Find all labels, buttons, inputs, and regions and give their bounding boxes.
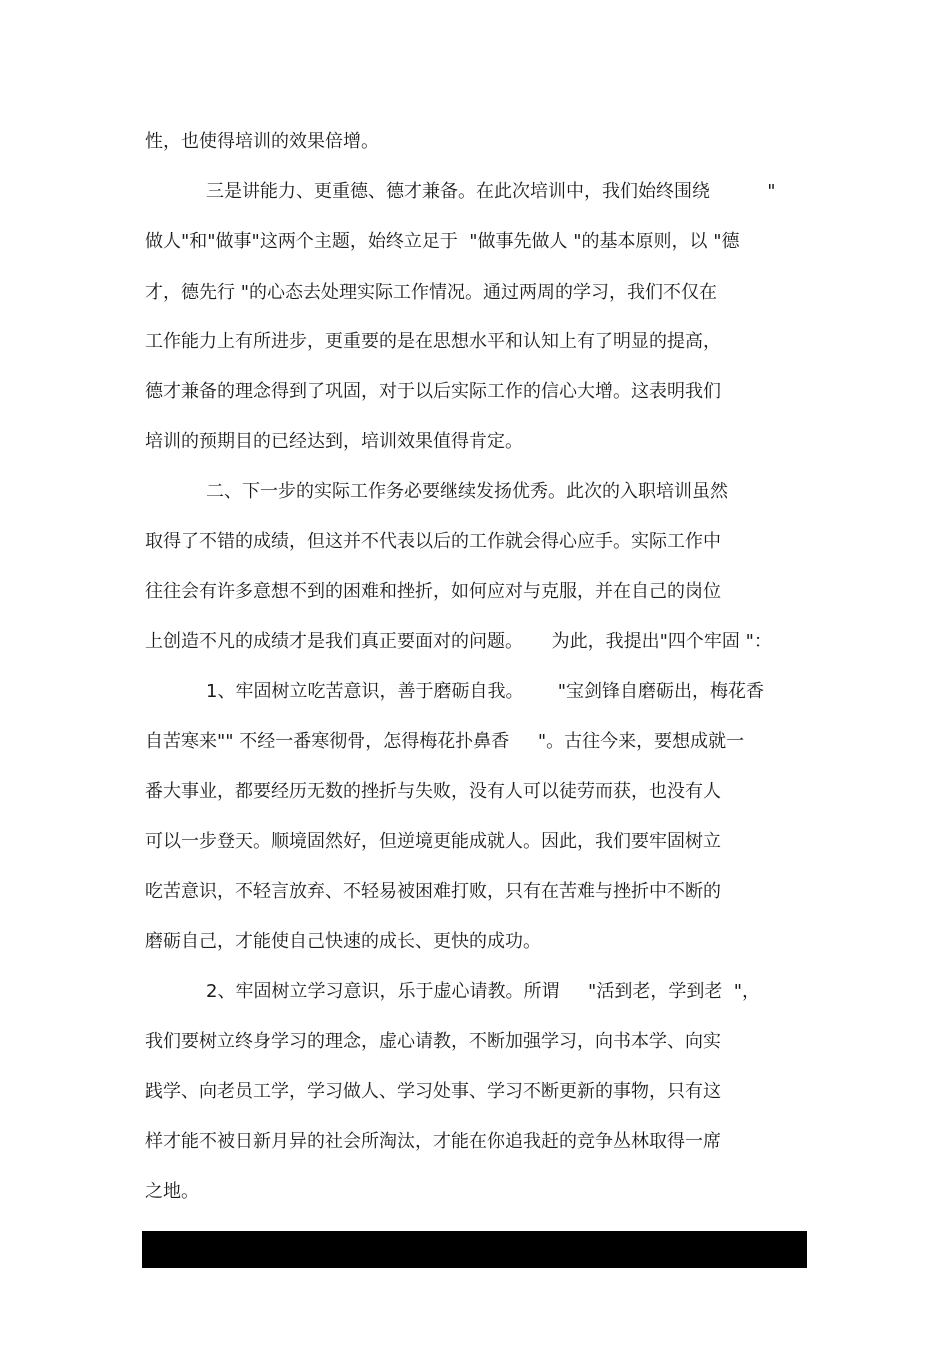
text-line: 践学、向老员工学，学习做人、学习处事、学习不断更新的事物，只有这 bbox=[145, 1081, 721, 1102]
paragraph-start-line: 1、牢固树立吃苦意识，善于磨砺自我。 "宝剑锋自磨砺出，梅花香 bbox=[206, 681, 765, 702]
text-line: 样才能不被日新月异的社会所淘汰，才能在你追我赶的竞争丛林取得一席 bbox=[145, 1131, 721, 1152]
text-line: 磨砺自己，才能使自己快速的成长、更快的成功。 bbox=[145, 931, 541, 952]
text-line: 才，德先行 "的心态去处理实际工作情况。通过两周的学习，我们不仅在 bbox=[145, 282, 717, 303]
text-line: 工作能力上有所进步，更重要的是在思想水平和认知上有了明显的提高， bbox=[145, 331, 721, 352]
text-line: 自苦寒来"" 不经一番寒彻骨，怎得梅花扑鼻香 "。古往今来，要想成就一 bbox=[145, 731, 745, 752]
redaction-bar bbox=[142, 1231, 807, 1268]
text-line: 性，也使得培训的效果倍增。 bbox=[145, 131, 379, 152]
text-line: 取得了不错的成绩，但这并不代表以后的工作就会得心应手。实际工作中 bbox=[145, 531, 721, 552]
text-line: 我们要树立终身学习的理念，虚心请教，不断加强学习，向书本学、向实 bbox=[145, 1031, 721, 1052]
text-line: 培训的预期目的已经达到，培训效果值得肯定。 bbox=[145, 431, 523, 452]
text-line: 上创造不凡的成绩才是我们真正要面对的问题。 为此，我提出"四个牢固 "： bbox=[145, 631, 772, 652]
text-line: 番大事业，都要经历无数的挫折与失败，没有人可以徒劳而获，也没有人 bbox=[145, 781, 721, 802]
paragraph-start-line: 三是讲能力、更重德、德才兼备。在此次培训中，我们始终围绕 " bbox=[206, 181, 776, 202]
text-line: 做人"和"做事"这两个主题，始终立足于 "做事先做人 "的基本原则，以 "德 bbox=[145, 231, 740, 252]
text-line: 往往会有许多意想不到的困难和挫折，如何应对与克服，并在自己的岗位 bbox=[145, 581, 721, 602]
paragraph-start-line: 二、下一步的实际工作务必要继续发扬优秀。此次的入职培训虽然 bbox=[206, 481, 728, 502]
text-line: 吃苦意识，不轻言放弃、不轻易被困难打败，只有在苦难与挫折中不断的 bbox=[145, 881, 721, 902]
text-line: 可以一步登天。顺境固然好，但逆境更能成就人。因此，我们要牢固树立 bbox=[145, 831, 721, 852]
text-line: 德才兼备的理念得到了巩固，对于以后实际工作的信心大增。这表明我们 bbox=[145, 381, 721, 402]
paragraph-start-line: 2、牢固树立学习意识，乐于虚心请教。所谓 "活到老，学到老 "， bbox=[206, 981, 761, 1002]
text-line: 之地。 bbox=[145, 1181, 199, 1202]
